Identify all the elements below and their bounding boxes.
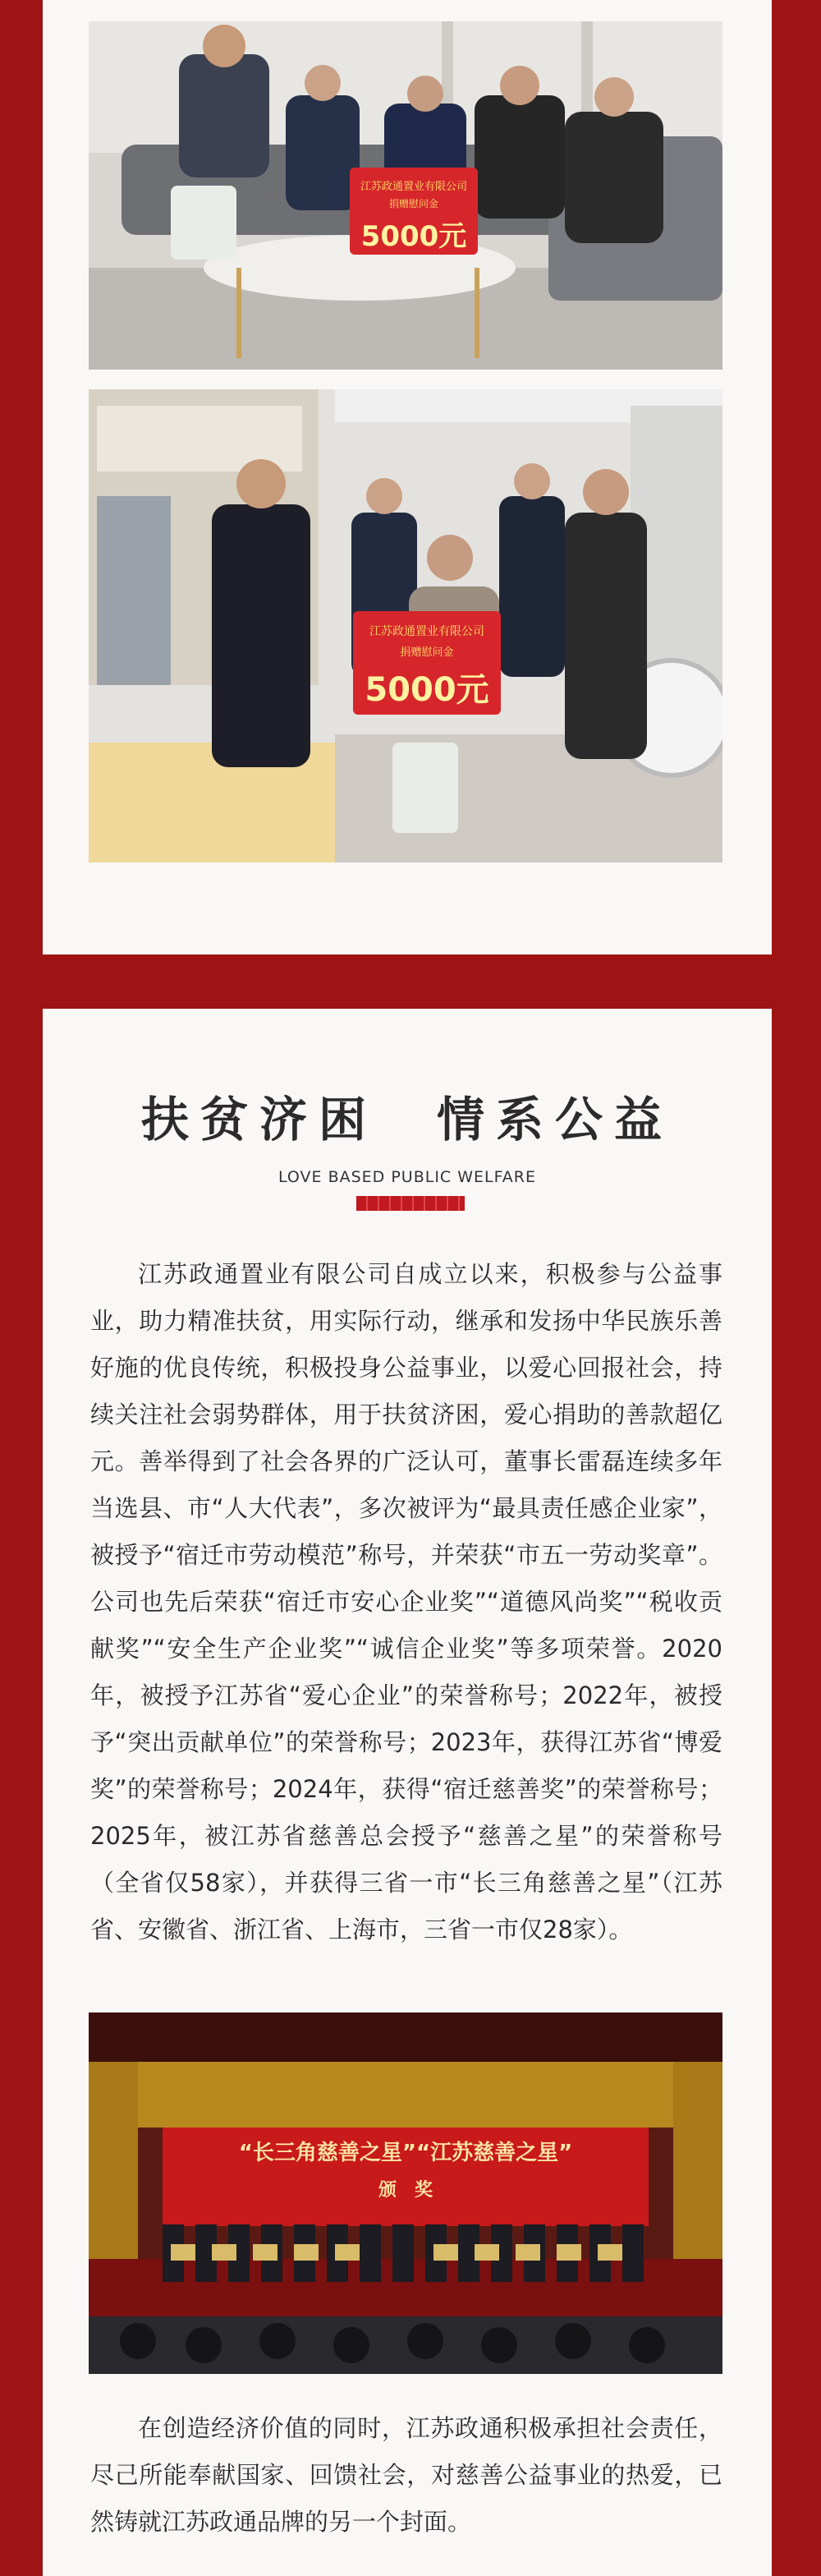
charity-paragraph: 江苏政通置业有限公司自成立以来，积极参与公益事业，助力精准扶贫，用实际行动，继承和发扬中华民族乐善好施的优良传统，积极投身公益事业，以爱心回报社会，持续关注社会弱势群体，用于扶贫济困，爱心捐助的善款超亿元。善举得到了社会各界的广泛认可，董事长雷磊连续多年当选县、市“人大代表”，多次被评为“最具责任感企业家”，被授予“宿迁市劳动模范”称号，并荣获“市五一劳动奖章”。公司也先后荣获“宿迁市安心企业奖”“道德风尚奖”“税收贡献奖”“安全生产企业奖”“诚信企业奖”等多项荣誉。2020年，被授予江苏省“爱心企业”的荣誉称号；2022年，被授予“突出贡献单位”的荣誉称号；2023年，获得江苏省“博爱奖”的荣誉称号；2024年，获得“宿迁慈善奖”的荣誉称号；2025年，被江苏省慈善总会授予“慈善之星”的荣誉称号（全省仅58家），并获得三省一市“长三角慈善之星”（江苏省、安徽省、浙江省、上海市，三省一市仅28家）。 — [90, 1260, 722, 1944]
sign-amount: 5000元 — [360, 220, 467, 253]
section-subtitle: LOVE BASED PUBLIC WELFARE — [278, 1168, 536, 1186]
donation-sign-1 — [350, 168, 478, 255]
closing-paragraph: 在创造经济价值的同时，江苏政通积极承担社会责任，尽己所能奉献国家、回馈社会，对慈善公益事业的热爱，已然铸就江苏政通品牌的另一个封面。 — [90, 2414, 722, 2536]
donation-photo-1 — [89, 21, 722, 370]
sign-amount: 5000元 — [365, 671, 489, 709]
award-banner — [163, 2136, 649, 2201]
donation-sign-2 — [353, 611, 501, 715]
award-ceremony-photo — [89, 2012, 722, 2374]
section-title: 扶贫济困 情系公益 — [140, 1092, 673, 1148]
sign-subtitle: 捐赠慰问金 — [400, 646, 454, 659]
award-banner-title: “长三角慈善之星”“江苏慈善之星” — [238, 2141, 573, 2165]
sign-company: 江苏政通置业有限公司 — [369, 625, 484, 638]
sign-company: 江苏政通置业有限公司 — [360, 181, 467, 193]
donation-photo-2 — [89, 389, 722, 862]
award-banner-subtitle: 颁 奖 — [378, 2180, 433, 2201]
title-decoration-bar — [356, 1196, 465, 1211]
sign-subtitle: 捐赠慰问金 — [388, 198, 438, 209]
